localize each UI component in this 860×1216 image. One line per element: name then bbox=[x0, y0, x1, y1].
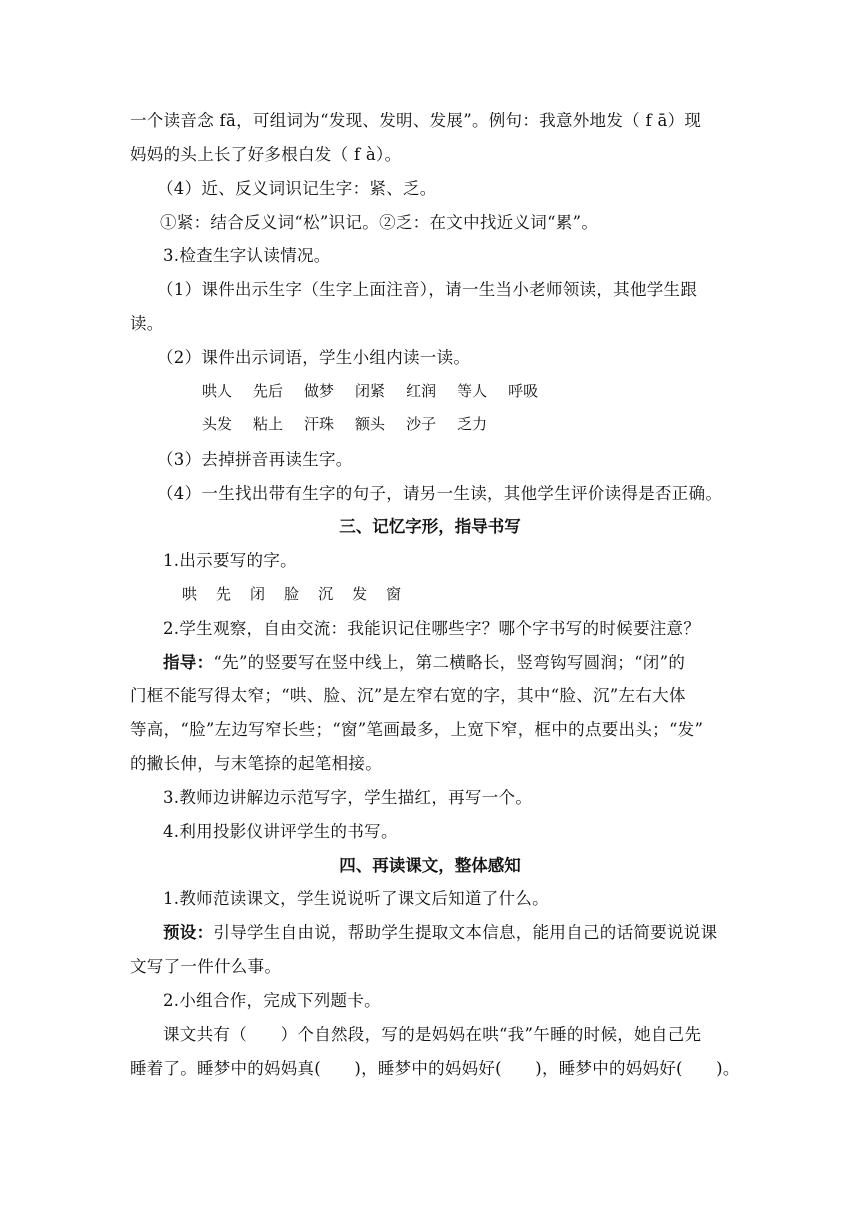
char-item: 先 bbox=[216, 585, 232, 603]
word-item: 做梦 bbox=[304, 382, 335, 400]
word-item: 乏力 bbox=[457, 415, 488, 433]
word-item: 沙子 bbox=[406, 415, 437, 433]
paragraph-line: 4.利用投影仪讲评学生的书写。 bbox=[163, 822, 398, 841]
label-preset: 预设： bbox=[163, 923, 214, 942]
word-item: 额头 bbox=[355, 415, 386, 433]
paragraph-text: 引导学生自由说，帮助学生提取文本信息，能用自己的话简要说说课 bbox=[213, 923, 718, 942]
char-item: 脸 bbox=[284, 585, 300, 603]
paragraph-line: 妈妈的头上长了好多根白发（ f à）。 bbox=[130, 145, 402, 164]
char-item: 窗 bbox=[386, 585, 402, 603]
section-heading: 三、记忆字形，指导书写 bbox=[339, 517, 521, 536]
word-item: 呼吸 bbox=[508, 382, 539, 400]
paragraph-line: 3.检查生字认读情况。 bbox=[163, 246, 331, 265]
char-item: 沉 bbox=[318, 585, 334, 603]
paragraph-line bbox=[163, 652, 685, 674]
word-item: 红润 bbox=[406, 382, 437, 400]
word-item: 哄人 bbox=[202, 382, 233, 400]
word-list-row-1 bbox=[202, 380, 559, 402]
paragraph-line: （4）一生找出带有生字的句子，请另一生读，其他学生评价读得是否正确。 bbox=[157, 484, 723, 503]
char-item: 哄 bbox=[182, 585, 198, 603]
paragraph-line: 2.小组合作，完成下列题卡。 bbox=[163, 991, 381, 1010]
paragraph-line: （3）去掉拼音再读生字。 bbox=[157, 450, 353, 469]
paragraph-line: 1.出示要写的字。 bbox=[163, 551, 297, 570]
paragraph-line: ①紧：结合反义词“松”识记。②乏：在文中找近义词“累”。 bbox=[160, 213, 599, 232]
section-heading: 四、再读课文，整体感知 bbox=[339, 856, 521, 875]
paragraph-line: （2）课件出示词语，学生小组内读一读。 bbox=[157, 348, 471, 367]
word-list-row-2 bbox=[202, 413, 508, 435]
paragraph-line: 的撇长伸，与末笔捺的起笔相接。 bbox=[130, 754, 382, 773]
paragraph-line bbox=[163, 922, 717, 944]
paragraph-line: 课文共有（ ）个自然段，写的是妈妈在哄“我”午睡的时候，她自己先 bbox=[163, 1025, 702, 1044]
char-item: 发 bbox=[352, 585, 368, 603]
paragraph-line: 2.学生观察，自由交流：我能识记住哪些字？哪个字书写的时候要注意？ bbox=[163, 619, 701, 638]
paragraph-line: 文写了一件什么事。 bbox=[130, 957, 282, 976]
word-item: 先后 bbox=[253, 382, 284, 400]
word-item: 粘上 bbox=[253, 415, 284, 433]
paragraph-text: “先”的竖要写在竖中线上，第二横略长，竖弯钩写圆润；“闭”的 bbox=[213, 653, 686, 672]
paragraph-line: 等高，“脸”左边写窄长些；“窗”笔画最多，上宽下窄，框中的点要出头；“发” bbox=[130, 720, 704, 739]
word-item: 闭紧 bbox=[355, 382, 386, 400]
paragraph-line: 睡着了。睡梦中的妈妈真( )，睡梦中的妈妈好( )，睡梦中的妈妈好( )。 bbox=[130, 1059, 740, 1078]
paragraph-line: 1.教师范读课文，学生说说听了课文后知道了什么。 bbox=[163, 889, 549, 908]
label-guidance: 指导： bbox=[163, 653, 214, 672]
write-chars-row bbox=[182, 583, 420, 605]
paragraph-line: 一个读音念 fā，可组词为“发现、发明、发展”。例句：我意外地发（ f ā）现 bbox=[130, 111, 702, 130]
word-item: 头发 bbox=[202, 415, 233, 433]
paragraph-line: 3.教师边讲解边示范写字，学生描红，再写一个。 bbox=[163, 788, 533, 807]
paragraph-line: 门框不能写得太窄；“哄、脸、沉”是左窄右宽的字，其中“脸、沉”左右大体 bbox=[130, 686, 686, 705]
paragraph-line: （1）课件出示生字（生字上面注音），请一生当小老师领读，其他学生跟 bbox=[157, 280, 698, 299]
word-item: 汗珠 bbox=[304, 415, 335, 433]
word-item: 等人 bbox=[457, 382, 488, 400]
char-item: 闭 bbox=[250, 585, 266, 603]
paragraph-line: 读。 bbox=[130, 314, 164, 333]
paragraph-line: （4）近、反义词识记生字：紧、乏。 bbox=[157, 179, 437, 198]
